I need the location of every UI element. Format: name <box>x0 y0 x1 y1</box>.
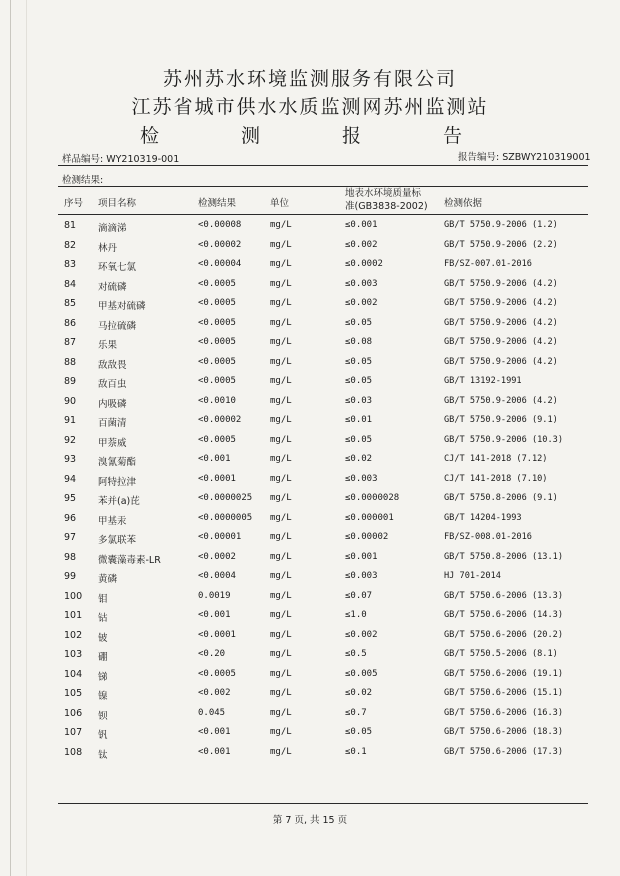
table-row <box>58 255 588 275</box>
sample-number: 样品编号: WY210319-001 <box>62 154 180 165</box>
test-result: <0.0005 <box>198 434 236 445</box>
row-number: 107 <box>64 727 83 738</box>
test-result: <0.0005 <box>198 356 236 367</box>
unit: mg/L <box>270 395 292 406</box>
row-number: 106 <box>64 707 83 719</box>
header-no: 序号 <box>64 198 84 209</box>
unit: mg/L <box>270 454 292 464</box>
unit: mg/L <box>270 746 292 757</box>
row-number: 82 <box>64 239 77 251</box>
organization-name: 苏州苏水环境监测服务有限公司 <box>162 68 457 90</box>
unit: mg/L <box>270 727 292 737</box>
results-table-body <box>58 216 588 762</box>
unit: mg/L <box>270 707 292 718</box>
item-name: 多氯联苯 <box>98 535 137 546</box>
standard-limit: ≤0.07 <box>345 590 373 601</box>
standard-limit: ≤0.002 <box>345 629 378 640</box>
table-row <box>58 392 588 412</box>
unit: mg/L <box>270 434 292 445</box>
test-method: GB/T 5750.6-2006 (15.1) <box>444 688 563 698</box>
item-name: 钛 <box>98 749 108 761</box>
item-name: 林丹 <box>98 242 118 254</box>
table-row <box>58 587 588 607</box>
test-result: 0.045 <box>198 707 226 718</box>
row-number: 89 <box>64 376 77 387</box>
table-row <box>58 294 588 314</box>
table-row <box>58 567 588 587</box>
header-result: 检测结果 <box>198 198 237 209</box>
test-result: <0.0005 <box>198 376 236 386</box>
table-row <box>58 684 588 704</box>
standard-limit: ≤0.1 <box>345 746 367 757</box>
table-row <box>58 645 588 665</box>
standard-limit: ≤0.003 <box>345 571 378 581</box>
standard-limit: ≤0.000001 <box>345 512 394 523</box>
item-name: 钼 <box>98 593 108 605</box>
test-method: GB/T 5750.6-2006 (18.3) <box>444 727 563 737</box>
unit: mg/L <box>270 551 292 562</box>
test-method: GB/T 5750.9-2006 (10.3) <box>444 434 563 445</box>
table-row <box>58 333 588 353</box>
table-row <box>58 548 588 568</box>
test-method: GB/T 5750.6-2006 (13.3) <box>444 590 563 601</box>
test-method: CJ/T 141-2018 (7.10) <box>444 473 548 484</box>
item-name: 镍 <box>98 691 108 702</box>
test-result: <0.00001 <box>198 532 242 542</box>
test-result: 0.0019 <box>198 590 231 601</box>
unit: mg/L <box>270 473 292 484</box>
row-number: 98 <box>64 551 77 563</box>
test-method: CJ/T 141-2018 (7.12) <box>444 454 548 464</box>
row-number: 81 <box>64 220 77 231</box>
item-name: 百菌清 <box>98 418 127 429</box>
divider-top <box>58 165 588 166</box>
header-item: 项目名称 <box>98 198 137 209</box>
row-number: 85 <box>64 298 77 309</box>
row-number: 90 <box>64 395 77 407</box>
standard-limit: ≤0.5 <box>345 649 367 659</box>
table-header-bottom-rule <box>58 214 588 215</box>
row-number: 86 <box>64 317 77 329</box>
test-result: <0.001 <box>198 454 231 464</box>
row-number: 97 <box>64 532 77 543</box>
standard-limit: ≤0.005 <box>345 668 378 679</box>
test-method: FB/SZ-008.01-2016 <box>444 532 532 542</box>
table-row <box>58 665 588 685</box>
table-row <box>58 509 588 529</box>
standard-limit: ≤0.001 <box>345 551 378 562</box>
row-number: 94 <box>64 473 77 485</box>
row-number: 83 <box>64 259 77 270</box>
test-method: GB/T 5750.9-2006 (4.2) <box>444 356 558 367</box>
test-result: <0.00002 <box>198 239 242 250</box>
test-method: GB/T 5750.9-2006 (2.2) <box>444 239 558 250</box>
unit: mg/L <box>270 590 292 601</box>
table-row <box>58 431 588 451</box>
item-name: 钡 <box>98 710 108 722</box>
unit: mg/L <box>270 415 292 425</box>
standard-limit: ≤0.003 <box>345 473 378 484</box>
item-name: 钴 <box>98 613 108 624</box>
standard-limit: ≤0.0002 <box>345 259 383 269</box>
table-row <box>58 528 588 548</box>
unit: mg/L <box>270 688 292 698</box>
item-name: 环氧七氯 <box>98 262 137 273</box>
item-name: 敌敌畏 <box>98 359 127 371</box>
table-row <box>58 353 588 373</box>
standard-limit: ≤0.05 <box>345 376 373 386</box>
test-result: <0.0000025 <box>198 493 253 503</box>
test-result: <0.0005 <box>198 278 236 289</box>
item-name: 硼 <box>98 652 108 663</box>
table-row <box>58 372 588 392</box>
standard-limit: ≤0.05 <box>345 356 373 367</box>
standard-limit: ≤0.002 <box>345 298 378 308</box>
standard-limit: ≤0.00002 <box>345 532 389 542</box>
test-method: GB/T 5750.9-2006 (9.1) <box>444 415 558 425</box>
test-method: GB/T 5750.8-2006 (9.1) <box>444 493 558 503</box>
item-name: 内吸磷 <box>98 398 127 410</box>
table-row <box>58 216 588 236</box>
item-name: 溴氰菊酯 <box>98 457 137 468</box>
header-method: 检测依据 <box>444 198 483 209</box>
unit: mg/L <box>270 278 292 289</box>
standard-limit: ≤0.0000028 <box>345 493 400 503</box>
unit: mg/L <box>270 298 292 308</box>
item-name: 苯并(a)芘 <box>98 496 140 507</box>
document-title: 检 测 报 告 <box>139 125 501 147</box>
table-row <box>58 743 588 763</box>
table-row <box>58 489 588 509</box>
table-row <box>58 450 588 470</box>
row-number: 101 <box>64 610 83 621</box>
test-result: <0.001 <box>198 746 231 757</box>
row-number: 96 <box>64 512 77 524</box>
table-row <box>58 723 588 743</box>
unit: mg/L <box>270 239 292 250</box>
table-row <box>58 470 588 490</box>
item-name: 甲萘威 <box>98 437 127 449</box>
item-name: 微囊藻毒素-LR <box>98 554 161 566</box>
unit: mg/L <box>270 610 292 620</box>
section-label: 检测结果: <box>62 175 104 186</box>
row-number: 108 <box>64 746 83 758</box>
test-result: <0.001 <box>198 610 231 620</box>
row-number: 93 <box>64 454 77 465</box>
item-name: 敌百虫 <box>98 379 127 390</box>
test-result: <0.002 <box>198 688 231 698</box>
test-method: GB/T 5750.6-2006 (20.2) <box>444 629 563 640</box>
test-result: <0.001 <box>198 727 231 737</box>
unit: mg/L <box>270 259 292 269</box>
standard-limit: ≤0.05 <box>345 434 373 445</box>
unit: mg/L <box>270 571 292 581</box>
test-result: <0.0004 <box>198 571 236 581</box>
standard-limit: ≤0.02 <box>345 688 373 698</box>
unit: mg/L <box>270 629 292 640</box>
unit: mg/L <box>270 317 292 328</box>
row-number: 105 <box>64 688 83 699</box>
standard-limit: ≤0.003 <box>345 278 378 289</box>
test-method: GB/T 5750.9-2006 (4.2) <box>444 278 558 289</box>
test-method: GB/T 5750.6-2006 (19.1) <box>444 668 563 679</box>
test-method: FB/SZ-007.01-2016 <box>444 259 532 269</box>
test-method: GB/T 5750.5-2006 (8.1) <box>444 649 558 659</box>
item-name: 甲基汞 <box>98 515 127 527</box>
standard-limit: ≤0.02 <box>345 454 373 464</box>
unit: mg/L <box>270 220 292 230</box>
unit: mg/L <box>270 356 292 367</box>
standard-limit: ≤0.01 <box>345 415 373 425</box>
test-method: GB/T 13192-1991 <box>444 376 522 386</box>
table-row <box>58 704 588 724</box>
test-result: <0.0002 <box>198 551 236 562</box>
item-name: 铍 <box>98 632 108 644</box>
unit: mg/L <box>270 532 292 542</box>
test-result: <0.0005 <box>198 337 236 347</box>
item-name: 钒 <box>98 730 108 741</box>
divider-bottom <box>58 803 588 804</box>
standard-limit: ≤0.001 <box>345 220 378 230</box>
test-method: GB/T 5750.6-2006 (17.3) <box>444 746 563 757</box>
item-name: 对硫磷 <box>98 281 127 293</box>
page-number: 第 7 页, 共 15 页 <box>272 815 348 826</box>
test-result: <0.0005 <box>198 668 236 679</box>
row-number: 100 <box>64 590 83 602</box>
test-result: <0.0005 <box>198 317 236 328</box>
test-result: <0.20 <box>198 649 226 659</box>
test-method: GB/T 5750.9-2006 (4.2) <box>444 395 558 406</box>
row-number: 104 <box>64 668 83 680</box>
standard-limit: ≤0.002 <box>345 239 378 250</box>
unit: mg/L <box>270 649 292 659</box>
unit: mg/L <box>270 493 292 503</box>
header-limit-line2: 准(GB3838-2002) <box>345 201 428 212</box>
standard-limit: ≤0.7 <box>345 707 367 718</box>
test-result: <0.00004 <box>198 259 242 269</box>
item-name: 滴滴涕 <box>98 223 127 234</box>
test-result: <0.00008 <box>198 220 242 230</box>
standard-limit: ≤0.03 <box>345 395 373 406</box>
test-method: GB/T 5750.6-2006 (14.3) <box>444 610 563 620</box>
row-number: 99 <box>64 571 77 582</box>
item-name: 阿特拉津 <box>98 476 137 488</box>
standard-limit: ≤1.0 <box>345 610 367 620</box>
row-number: 95 <box>64 493 77 504</box>
item-name: 黄磷 <box>98 574 118 585</box>
table-row <box>58 411 588 431</box>
unit: mg/L <box>270 512 292 523</box>
monitoring-station-name: 江苏省城市供水水质监测网苏州监测站 <box>131 96 489 118</box>
standard-limit: ≤0.08 <box>345 337 373 347</box>
test-result: <0.0010 <box>198 395 236 406</box>
row-number: 88 <box>64 356 77 368</box>
test-method: GB/T 5750.9-2006 (1.2) <box>444 220 558 230</box>
table-row <box>58 314 588 334</box>
report-number: 报告编号: SZBWY210319001 <box>458 152 591 163</box>
test-result: <0.0001 <box>198 473 236 484</box>
test-method: GB/T 14204-1993 <box>444 512 522 523</box>
row-number: 84 <box>64 278 77 290</box>
table-row <box>58 275 588 295</box>
row-number: 91 <box>64 415 77 426</box>
row-number: 87 <box>64 337 77 348</box>
standard-limit: ≤0.05 <box>345 317 373 328</box>
item-name: 乐果 <box>98 340 118 351</box>
standard-limit: ≤0.05 <box>345 727 373 737</box>
row-number: 103 <box>64 649 83 660</box>
test-result: <0.0000005 <box>198 512 253 523</box>
item-name: 甲基对硫磷 <box>98 301 146 312</box>
test-method: GB/T 5750.9-2006 (4.2) <box>444 317 558 328</box>
test-method: HJ 701-2014 <box>444 571 501 581</box>
test-result: <0.0001 <box>198 629 236 640</box>
test-method: GB/T 5750.8-2006 (13.1) <box>444 551 563 562</box>
table-header <box>58 186 588 214</box>
table-row <box>58 236 588 256</box>
unit: mg/L <box>270 337 292 347</box>
unit: mg/L <box>270 668 292 679</box>
item-name: 锑 <box>98 671 108 683</box>
test-method: GB/T 5750.9-2006 (4.2) <box>444 337 558 347</box>
header-limit-line1: 地表水环境质量标 <box>345 188 422 199</box>
table-row <box>58 626 588 646</box>
test-result: <0.0005 <box>198 298 236 308</box>
test-result: <0.00002 <box>198 415 242 425</box>
test-method: GB/T 5750.6-2006 (16.3) <box>444 707 563 718</box>
unit: mg/L <box>270 376 292 386</box>
table-row <box>58 606 588 626</box>
header-limit <box>345 187 428 213</box>
row-number: 102 <box>64 629 83 641</box>
item-name: 马拉硫磷 <box>98 320 137 332</box>
row-number: 92 <box>64 434 77 446</box>
test-method: GB/T 5750.9-2006 (4.2) <box>444 298 558 308</box>
header-unit: 单位 <box>270 198 290 209</box>
